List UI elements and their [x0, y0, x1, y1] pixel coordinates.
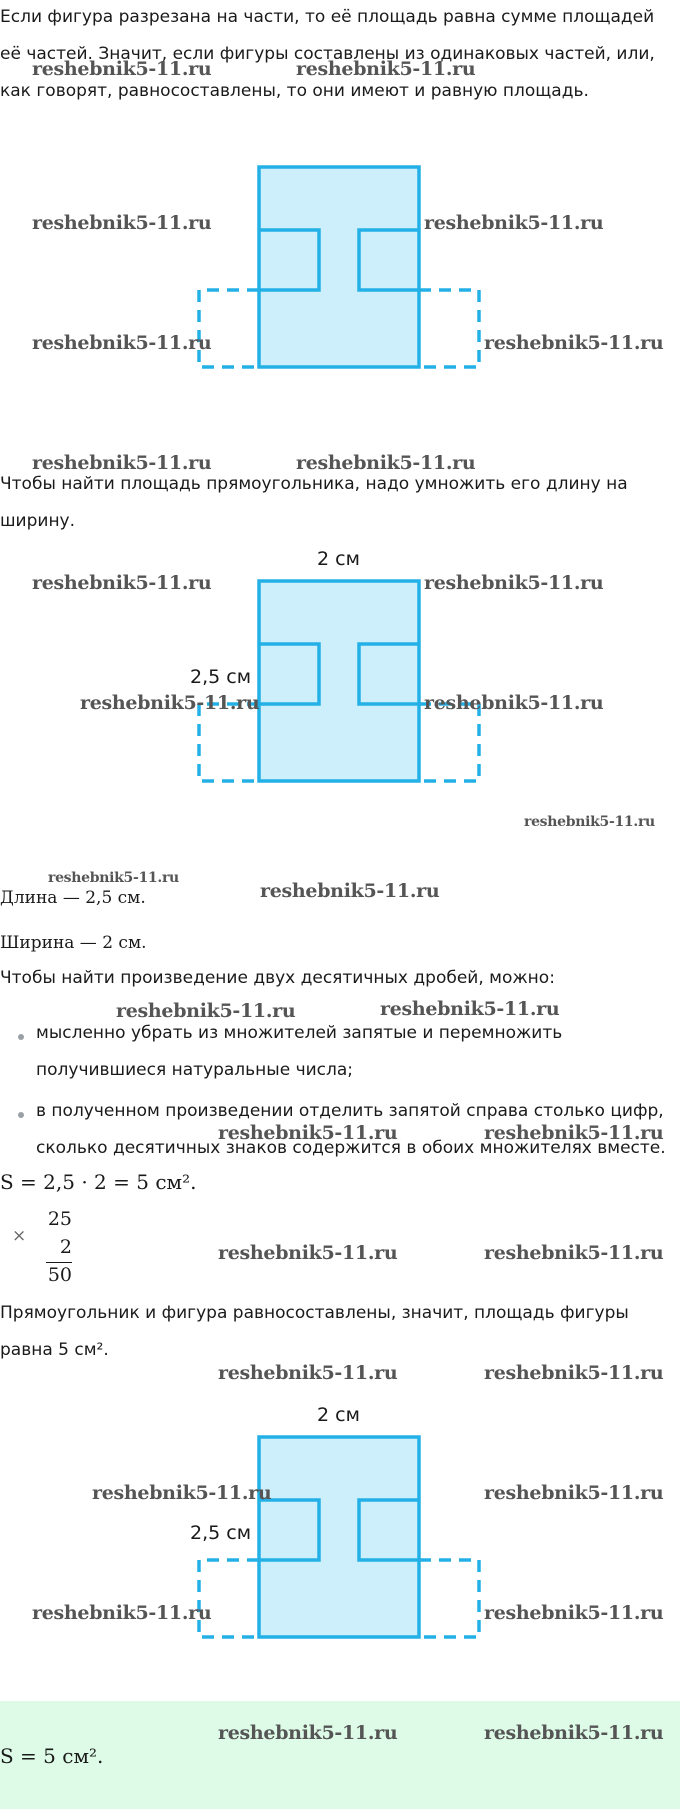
watermark: reshebnik5-11.ru [32, 1602, 212, 1624]
watermark: reshebnik5-11.ru [484, 1122, 664, 1144]
length-label-3: 2,5 см [190, 1522, 252, 1544]
area-formula: S = 2,5 · 2 = 5 см². [0, 1170, 197, 1194]
watermark: reshebnik5-11.ru [32, 332, 212, 354]
watermark: reshebnik5-11.ru [484, 1362, 664, 1384]
watermark: reshebnik5-11.ru [32, 212, 212, 234]
watermark: reshebnik5-11.ru [218, 1242, 398, 1264]
watermark: reshebnik5-11.ru [80, 692, 260, 714]
watermark: reshebnik5-11.ru [116, 1000, 296, 1022]
bullet-item-2: в полученном произведении отделить запятой справа столько цифр, сколько десятичных знаков содержится в обоих множителях вместе. [36, 1101, 666, 1158]
watermark: reshebnik5-11.ru [484, 1602, 664, 1624]
rule-paragraph: Чтобы найти площадь прямоугольника, надо умножить его длину на ширину. [0, 474, 628, 531]
watermark: reshebnik5-11.ru [424, 572, 604, 594]
watermark: reshebnik5-11.ru [524, 814, 655, 830]
watermark: reshebnik5-11.ru [484, 1482, 664, 1504]
width-label-3: 2 см [317, 1404, 360, 1426]
watermark: reshebnik5-11.ru [380, 998, 560, 1020]
multiplication-top: 25 [47, 1208, 72, 1230]
multiplication-bottom: 2 [59, 1236, 72, 1258]
intro-paragraph: Если фигура разрезана на части, то её площадь равна сумме площадей её частей. Значит, если фигуры составлены из одинаковых частей, или, как говорят, равносоставлены, то они имеют и равную площадь. [0, 7, 655, 101]
watermark: reshebnik5-11.ru [424, 692, 604, 714]
width-line: Ширина — 2 см. [0, 933, 147, 953]
conclusion-paragraph: Прямоугольник и фигура равносоставлены, значит, площадь фигуры равна 5 см². [0, 1303, 629, 1360]
watermark: reshebnik5-11.ru [92, 1482, 272, 1504]
watermark: reshebnik5-11.ru [48, 870, 179, 886]
length-line: Длина — 2,5 см. [0, 888, 146, 908]
watermark: reshebnik5-11.ru [32, 452, 212, 474]
multiplication-result: 50 [47, 1264, 72, 1286]
watermark: reshebnik5-11.ru [296, 452, 476, 474]
watermark: reshebnik5-11.ru [32, 58, 212, 80]
multiply-sign: × [12, 1226, 27, 1246]
decimal-rule-paragraph: Чтобы найти произведение двух десятичных дробей, можно: [0, 968, 555, 988]
watermark: reshebnik5-11.ru [260, 880, 440, 902]
bullet-dot [18, 1034, 24, 1040]
watermark: reshebnik5-11.ru [218, 1362, 398, 1384]
length-label-2: 2,5 см [190, 666, 252, 688]
watermark: reshebnik5-11.ru [218, 1722, 398, 1744]
width-label-2: 2 см [317, 548, 360, 570]
multiplication-line [46, 1262, 72, 1263]
bullet-dot [18, 1112, 24, 1118]
answer-formula: S = 5 см². [0, 1744, 104, 1768]
watermark: reshebnik5-11.ru [484, 1722, 664, 1744]
bullet-item-1: мысленно убрать из множителей запятые и перемножить получившиеся натуральные числа; [36, 1023, 563, 1080]
watermark: reshebnik5-11.ru [296, 58, 476, 80]
watermark: reshebnik5-11.ru [424, 212, 604, 234]
watermark: reshebnik5-11.ru [218, 1122, 398, 1144]
watermark: reshebnik5-11.ru [484, 1242, 664, 1264]
watermark: reshebnik5-11.ru [32, 572, 212, 594]
watermark: reshebnik5-11.ru [484, 332, 664, 354]
